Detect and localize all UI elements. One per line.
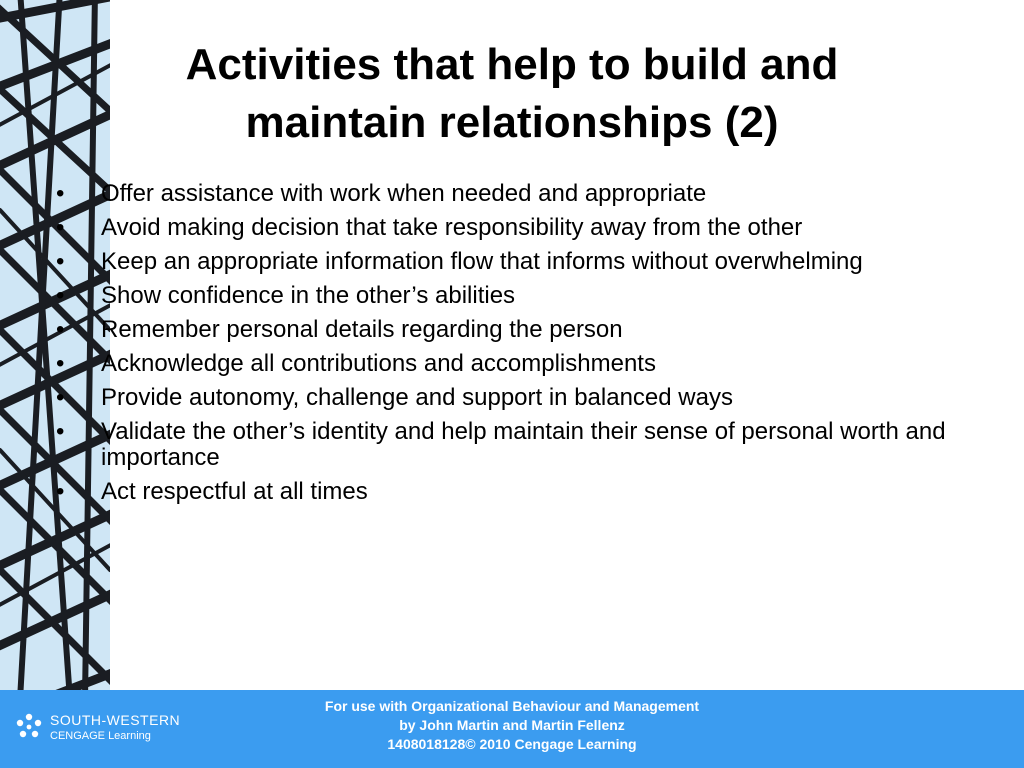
bullet-text: Provide autonomy, challenge and support in balanced ways <box>101 384 733 411</box>
footer-bar <box>0 690 1024 768</box>
cengage-star-icon <box>14 712 44 742</box>
bullet-list <box>56 181 956 513</box>
bullet-text: Act respectful at all times <box>101 478 368 505</box>
bullet-text: Validate the other’s identity and help maintain their sense of personal worth and importance <box>101 418 946 471</box>
bullet-item <box>56 479 956 505</box>
bullet-text: Show confidence in the other’s abilities <box>101 282 516 309</box>
logo-text-secondary: CENGAGE Learning <box>50 730 151 742</box>
bullet-item <box>56 351 956 377</box>
bullet-icon: • <box>56 248 65 275</box>
bullet-text: Avoid making decision that take responsibility away from the other <box>101 214 803 241</box>
bullet-item <box>56 385 956 411</box>
bullet-icon: • <box>56 282 65 309</box>
credit-line: by John Martin and Martin Fellenz <box>399 717 625 733</box>
slide-title <box>110 36 914 152</box>
credit-line: 1408018128© 2010 Cengage Learning <box>387 736 637 752</box>
bullet-icon: • <box>56 384 65 411</box>
bullet-item <box>56 215 956 241</box>
bullet-icon: • <box>56 478 65 505</box>
logo-text-primary: SOUTH-WESTERN <box>50 712 181 728</box>
bullet-icon: • <box>56 316 65 343</box>
bullet-item <box>56 181 956 207</box>
bullet-icon: • <box>56 214 65 241</box>
bullet-text: Remember personal details regarding the person <box>101 316 623 343</box>
credit-line: For use with Organizational Behaviour and Management <box>324 698 700 714</box>
bullet-text: Acknowledge all contributions and accomplishments <box>101 350 656 377</box>
slide-title-line: maintain relationships (2) <box>245 98 779 147</box>
slide-title-line: Activities that help to build and <box>185 40 839 89</box>
footer-credits <box>262 697 762 754</box>
bullet-item <box>56 249 956 275</box>
bullet-item <box>56 419 956 471</box>
bullet-text: Offer assistance with work when needed and appropriate <box>101 180 707 207</box>
bullet-icon: • <box>56 180 65 207</box>
bullet-icon: • <box>56 350 65 377</box>
bullet-icon: • <box>56 418 65 445</box>
bullet-item <box>56 283 956 309</box>
bullet-text: Keep an appropriate information flow that informs without overwhelming <box>101 248 863 275</box>
bullet-item <box>56 317 956 343</box>
publisher-logo <box>14 708 204 752</box>
